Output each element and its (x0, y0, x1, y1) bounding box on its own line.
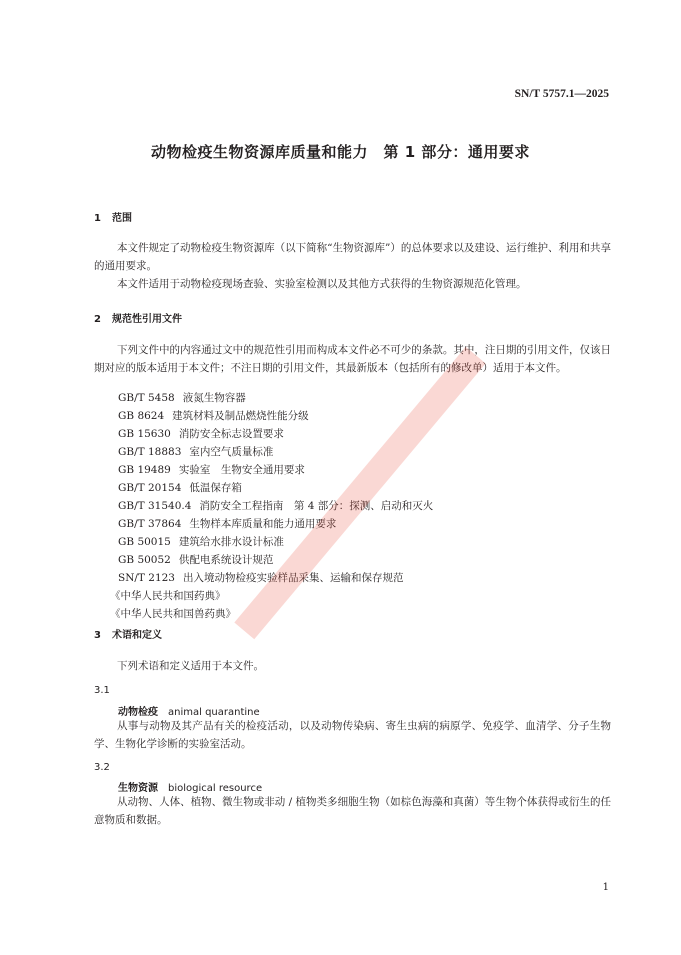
reference-item (118, 497, 433, 515)
reference-code: SN/T 2123 (118, 572, 175, 584)
reference-name: 生物样本库质量和能力通用要求 (189, 518, 337, 530)
standard-code: SN/T 5757.1—2025 (514, 88, 609, 100)
section-1-body (94, 239, 611, 293)
reference-code: GB 19489 (118, 464, 171, 476)
reference-code: GB/T 5458 (118, 392, 175, 404)
reference-name: 供配电系统设计规范 (178, 554, 274, 566)
paragraph: 本文件适用于动物检疫现场查验、实验室检测以及其他方式获得的生物资源规范化管理。 (117, 278, 527, 290)
document-title: 动物检疫生物资源库质量和能力 第 1 部分：通用要求 (151, 143, 530, 161)
section-title: 术语和定义 (112, 630, 162, 641)
term-definition (94, 717, 611, 753)
reference-code: GB 50052 (118, 554, 171, 566)
reference-item (118, 515, 433, 533)
reference-item (118, 533, 433, 551)
paragraph: 下列文件中的内容通过文中的规范性引用而构成本文件必不可少的条款。其中，注日期的引用文件，仅该日期对应的版本适用于本文件；不注日期的引用文件，其最新版本（包括所有的修改单）适用于本文件。 (94, 344, 611, 374)
paragraph: 从动物、人体、植物、微生物或非动 / 植物类多细胞生物（如棕色海藻和真菌）等生物个体获得或衍生的任意物质和数据。 (94, 796, 611, 826)
reference-name: 《中华人民共和国药典》 (110, 590, 226, 602)
reference-name: 出入境动物检疫实验样品采集、运输和保存规范 (182, 572, 404, 584)
term-name (118, 779, 262, 794)
reference-name: 《中华人民共和国兽药典》 (110, 608, 236, 620)
reference-name: 液氮生物容器 (182, 392, 246, 404)
section-2-heading (94, 310, 182, 325)
term-name-zh: 生物资源 (118, 783, 158, 794)
reference-name: 实验室 生物安全通用要求 (178, 464, 305, 476)
reference-code: GB 15630 (118, 428, 171, 440)
section-number: 1 (94, 213, 101, 224)
reference-item (118, 407, 433, 425)
section-2-intro (94, 341, 611, 377)
reference-name: 建筑材料及制品燃烧性能分级 (172, 410, 309, 422)
reference-name: 室内空气质量标准 (189, 446, 274, 458)
reference-code: GB/T 31540.4 (118, 500, 192, 512)
reference-item (118, 389, 433, 407)
reference-name: 消防安全工程指南 第 4 部分：探测、启动和灭火 (199, 500, 434, 512)
paragraph: 从事与动物及其产品有关的检疫活动，以及动物传染病、寄生虫病的病原学、免疫学、血清学、分子生物学、生物化学诊断的实验室活动。 (94, 720, 611, 750)
term-number: 3.1 (94, 685, 110, 696)
term-name-en: biological resource (168, 783, 263, 794)
paragraph: 本文件规定了动物检疫生物资源库（以下简称“生物资源库”）的总体要求以及建设、运行维护、利用和共享的通用要求。 (94, 242, 611, 272)
section-3-intro (94, 657, 611, 675)
term-name-en: animal quarantine (168, 707, 260, 718)
term-definition (94, 793, 611, 829)
section-title: 规范性引用文件 (112, 314, 182, 325)
section-3-heading (94, 626, 162, 641)
section-number: 2 (94, 314, 101, 325)
page-number: 1 (602, 882, 609, 893)
term-number: 3.2 (94, 762, 110, 773)
reference-code: GB/T 18883 (118, 446, 182, 458)
term-name (118, 703, 260, 718)
reference-name: 低温保存箱 (189, 482, 242, 494)
reference-name: 建筑给水排水设计标准 (178, 536, 284, 548)
section-number: 3 (94, 630, 101, 641)
section-title: 范围 (112, 213, 132, 224)
section-1-heading (94, 209, 132, 224)
reference-code: GB 8624 (118, 410, 165, 422)
reference-code: GB/T 20154 (118, 482, 182, 494)
reference-name: 消防安全标志设置要求 (178, 428, 284, 440)
paragraph: 下列术语和定义适用于本文件。 (117, 660, 264, 672)
term-name-zh: 动物检疫 (118, 707, 158, 718)
reference-code: GB 50015 (118, 536, 171, 548)
reference-item (118, 551, 433, 569)
reference-code: GB/T 37864 (118, 518, 182, 530)
